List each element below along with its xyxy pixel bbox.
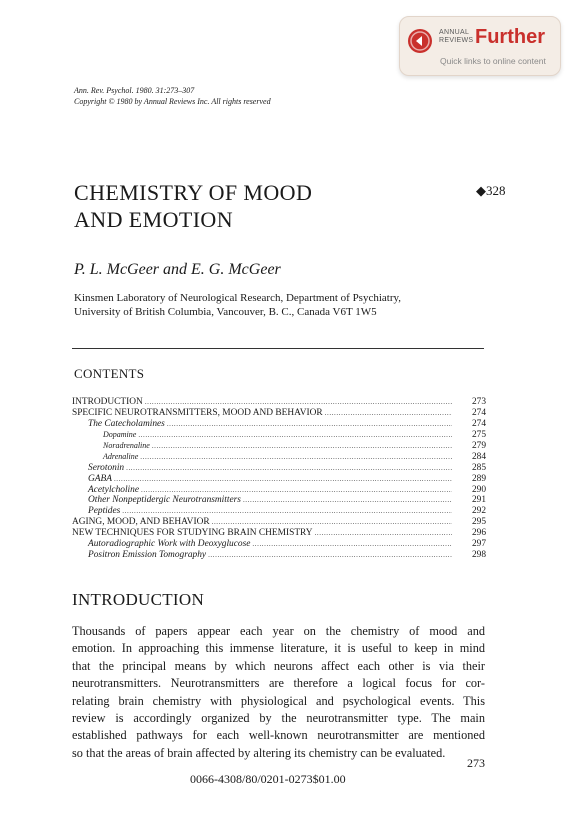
article-title: [74, 179, 312, 233]
toc-entry: [72, 419, 486, 430]
toc-leader-dots: [325, 408, 452, 419]
toc-entry: [72, 517, 486, 528]
further-arrow-icon: [408, 29, 432, 53]
paragraph-line: review is accordingly organized by the neurotransmitter type. The main: [72, 711, 485, 726]
toc-entry-page: 292: [471, 506, 486, 517]
paragraph-line: that the principal means by which neurons affect each other is via their: [72, 658, 485, 673]
further-badge[interactable]: [399, 16, 561, 76]
toc-entry-page: 290: [471, 484, 486, 495]
toc-entry-page: 296: [471, 528, 486, 539]
toc-entry: [72, 474, 486, 485]
toc-leader-dots: [243, 495, 452, 506]
toc-entry-title: Autoradiographic Work with Deoxyglucose: [88, 539, 251, 550]
toc-entry-page: 284: [471, 451, 486, 462]
toc-entry-title: NEW TECHNIQUES FOR STUDYING BRAIN CHEMISTRY: [72, 528, 313, 539]
article-code: 0066-4308/80/0201-0273$01.00: [190, 772, 346, 786]
toc-entry: [72, 506, 486, 517]
toc-entry-page: 274: [471, 418, 486, 429]
table-of-contents: [72, 397, 486, 561]
toc-entry-title: INTRODUCTION: [72, 397, 143, 407]
page-number: 273: [467, 756, 485, 770]
toc-leader-dots: [212, 517, 452, 528]
toc-entry: [72, 485, 486, 496]
toc-entry-title: The Catecholamines: [88, 418, 165, 429]
toc-entry-page: 273: [471, 397, 486, 407]
badge-publisher: ANNUAL REVIEWS: [439, 29, 474, 44]
toc-entry-page: 289: [471, 473, 486, 484]
toc-leader-dots: [114, 474, 452, 485]
badge-brand: Further: [475, 26, 545, 48]
toc-entry: [72, 528, 486, 539]
badge-tagline: Quick links to online content: [440, 56, 546, 66]
toc-leader-dots: [315, 528, 452, 539]
paragraph-line: relating brain chemistry with physiological and psychological events. This: [72, 693, 485, 708]
toc-entry-page: 291: [471, 495, 486, 506]
toc-leader-dots: [252, 539, 452, 550]
toc-leader-dots: [208, 550, 452, 561]
toc-entry-title: Serotonin: [88, 462, 125, 473]
toc-leader-dots: [141, 485, 452, 496]
toc-entry-page: 297: [471, 539, 486, 550]
authors: P. L. McGeer and E. G. McGeer: [74, 261, 281, 278]
page-marker: ◆328: [476, 183, 506, 198]
toc-entry-title: Noradrenaline: [103, 440, 150, 450]
affiliation-line-1: Kinsmen Laboratory of Neurological Research, Department of Psychiatry,: [74, 292, 402, 304]
journal-citation: Ann. Rev. Psychol. 1980. 31:273–307: [74, 86, 195, 95]
contents-heading: CONTENTS: [74, 366, 145, 381]
toc-entry-page: 279: [471, 440, 486, 451]
toc-leader-dots: [138, 430, 452, 441]
toc-entry-title: Acetylcholine: [88, 484, 140, 495]
toc-entry-title: SPECIFIC NEUROTRANSMITTERS, MOOD AND BEHAVIOR: [72, 407, 323, 418]
paragraph-line: emotion. In approaching this immense literature, it is useful to keep in mind: [72, 641, 485, 656]
toc-leader-dots: [140, 452, 452, 463]
section-heading: INTRODUCTION: [72, 590, 205, 609]
toc-entry-title: Peptides: [88, 506, 121, 517]
toc-entry: [72, 452, 486, 463]
toc-entry-page: 285: [471, 462, 486, 473]
toc-entry-title: GABA: [88, 473, 112, 484]
toc-entry: [72, 397, 486, 408]
toc-entry-page: 274: [471, 407, 486, 418]
toc-entry: [72, 495, 486, 506]
toc-entry-page: 275: [471, 429, 486, 440]
toc-entry: [72, 430, 486, 441]
toc-entry-title: Positron Emission Tomography: [88, 550, 207, 561]
journal-reference: [74, 85, 271, 107]
toc-leader-dots: [122, 506, 452, 517]
toc-leader-dots: [145, 397, 452, 408]
title-line-2: AND EMOTION: [74, 207, 233, 232]
toc-leader-dots: [126, 463, 452, 474]
toc-entry: [72, 441, 486, 452]
toc-leader-dots: [167, 419, 452, 430]
divider: [72, 348, 484, 349]
affiliation: [74, 291, 401, 319]
toc-entry-page: 295: [471, 517, 486, 528]
paragraph-line: established pathways for each well-known neurotransmitter are mentioned: [72, 728, 485, 743]
paragraph-line: neurotransmitters. Neurotransmitters are therefore a logical focus for cor-: [72, 676, 485, 691]
toc-entry-title: Other Nonpeptidergic Neurotransmitters: [88, 495, 241, 506]
toc-entry-title: Dopamine: [103, 429, 137, 439]
toc-entry: [72, 539, 486, 550]
paragraph-line: so that the areas of brain affected by altering its chemistry can be evaluated.: [72, 745, 446, 760]
toc-leader-dots: [152, 441, 452, 452]
toc-entry-title: Adrenaline: [103, 451, 139, 461]
title-line-1: CHEMISTRY OF MOOD: [74, 180, 313, 205]
toc-entry: [72, 463, 486, 474]
copyright-line: Copyright © 1980 by Annual Reviews Inc. All rights reserved: [74, 97, 271, 106]
toc-entry: [72, 408, 486, 419]
paragraph-line: Thousands of papers appear each year on the chemistry of mood and: [72, 624, 485, 638]
toc-entry-page: 298: [471, 550, 486, 561]
toc-entry: [72, 550, 486, 561]
affiliation-line-2: University of British Columbia, Vancouver, B. C., Canada V6T 1W5: [74, 306, 377, 318]
toc-entry-title: AGING, MOOD, AND BEHAVIOR: [72, 517, 210, 528]
introduction-paragraph: [72, 623, 485, 762]
